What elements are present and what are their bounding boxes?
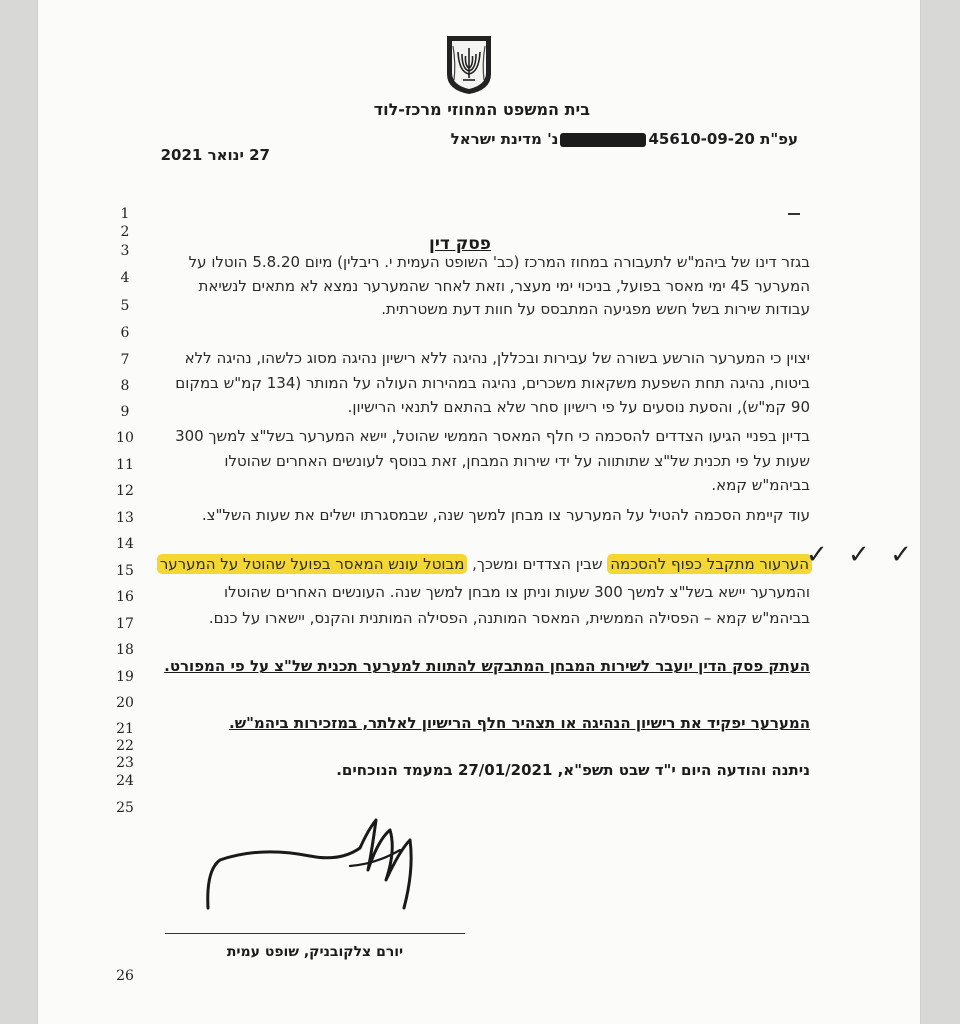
line-number: 22	[116, 738, 134, 754]
line-number: 14	[116, 536, 134, 552]
ruling-text: שבין הצדדים ומשכך,	[467, 555, 608, 573]
margin-dash	[788, 213, 800, 215]
line-number: 4	[120, 270, 130, 286]
document-title: פסק דין	[428, 234, 491, 254]
line-number: 19	[116, 669, 134, 685]
body-line: עבודות שירות בשל חשש מפגיעה המתבסס על חוות דעת משטרתית.	[381, 300, 810, 318]
body-line: והמערער יישא בשל"צ למשך 300 שעות וניתן צו מבחן למשך שנה. העונשים האחרים שהוטלו	[224, 583, 810, 601]
line-number: 17	[116, 616, 134, 632]
line-number: 13	[116, 510, 134, 526]
line-number: 24	[116, 773, 134, 789]
line-number: 16	[116, 589, 134, 605]
signature-line	[165, 933, 465, 934]
body-line: 90 קמ"ש), והסעת נוסעים על פי רישיון סחר שלא בהתאם לתנאי הרישיון.	[347, 398, 810, 416]
line-number: 1	[120, 206, 130, 222]
ruling-line	[157, 555, 812, 573]
check-marks: ✓ ✓ ✓	[806, 540, 918, 570]
order-line: המערער יפקיד את רישיון הנהיגה או תצהיר חלף הרישיון לאלתר, במזכירות ביהמ"ש.	[229, 714, 810, 732]
case-number-line	[440, 130, 798, 148]
line-number: 5	[120, 298, 130, 314]
case-parties: נ' מדינת ישראל	[450, 130, 559, 148]
verdict-date-line: ניתנה והודעה היום י"ד שבט תשפ"א, 27/01/2021 במעמד הנוכחים.	[336, 761, 810, 779]
order-line: העתק פסק הדין יועבר לשירות המבחן המתבקש להתוות למערער תכנית של"צ על פי המפורט.	[164, 657, 810, 675]
highlighted-text: מבוטל עונש המאסר בפועל שהוטל על המערער	[157, 554, 468, 574]
body-line: בגזר דינו של ביהמ"ש לתעבורה במחוז המרכז (כב' השופט העמית י. ריבלין) מיום 5.8.20 הוטלו על	[188, 253, 810, 271]
signature	[200, 810, 430, 920]
line-number: 9	[120, 404, 130, 420]
line-number: 23	[116, 755, 134, 771]
document-date: 27 ינואר 2021	[160, 146, 270, 164]
judge-name: יורם צלקובניק, שופט עמית	[226, 944, 404, 960]
body-line: יצוין כי המערער הורשע בשורה של עבירות ובכללן, נהיגה ללא רישיון נהיגה מסוג כלשהו, נהיגה ללא	[184, 349, 810, 367]
line-number: 2	[120, 224, 130, 240]
line-number: 18	[116, 642, 134, 658]
line-number: 15	[116, 563, 134, 579]
body-line: עוד קיימת הסכמה להטיל על המערער צו מבחן למשך שנה, שבמסגרתו ישלים את שעות השל"צ.	[201, 506, 810, 524]
line-number: 11	[116, 457, 134, 473]
line-number: 12	[116, 483, 134, 499]
redaction-bar	[560, 133, 646, 147]
line-number: 20	[116, 695, 134, 711]
body-line: בדיון בפניי הגיעו הצדדים להסכמה כי חלף המאסר הממשי שהוטל, יישא המערער בשל"צ למשך 300	[175, 427, 810, 445]
case-number: עפ"ת 45610-09-20	[648, 130, 798, 148]
line-number: 21	[116, 721, 134, 737]
line-number: 10	[116, 430, 134, 446]
body-line: המערער 45 ימי מאסר בפועל, בניכוי ימי מעצר, וזאת לאחר שהמערער נמצא לא מתאים לנשיאת	[198, 277, 810, 295]
body-line: בביהמ"ש קמא – הפסילה הממשית, המאסר המותנה, הפסילה המותנית והקנס, יישארו על כנם.	[208, 609, 810, 627]
line-number: 6	[120, 325, 130, 341]
line-number: 3	[120, 243, 130, 259]
highlighted-text: הערעור מתקבל כפוף להסכמה	[607, 554, 812, 574]
body-line: ביטוח, נהיגה תחת השפעת משקאות משכרים, נהיגה במהירות העולה על המותר (134 קמ"ש במקום	[175, 374, 810, 392]
line-number: 7	[120, 352, 130, 368]
line-number: 8	[120, 378, 130, 394]
state-emblem-icon	[443, 34, 495, 96]
court-name: בית המשפט המחוזי מרכז-לוד	[373, 100, 590, 119]
body-line: בביהמ"ש קמא.	[711, 476, 810, 494]
line-number: 26	[116, 968, 134, 984]
line-number: 25	[116, 800, 134, 816]
body-line: שעות על פי תכנית של"צ שתותווה על ידי שירות המבחן, זאת בנוסף לעונשים האחרים שהוטלו	[224, 452, 810, 470]
